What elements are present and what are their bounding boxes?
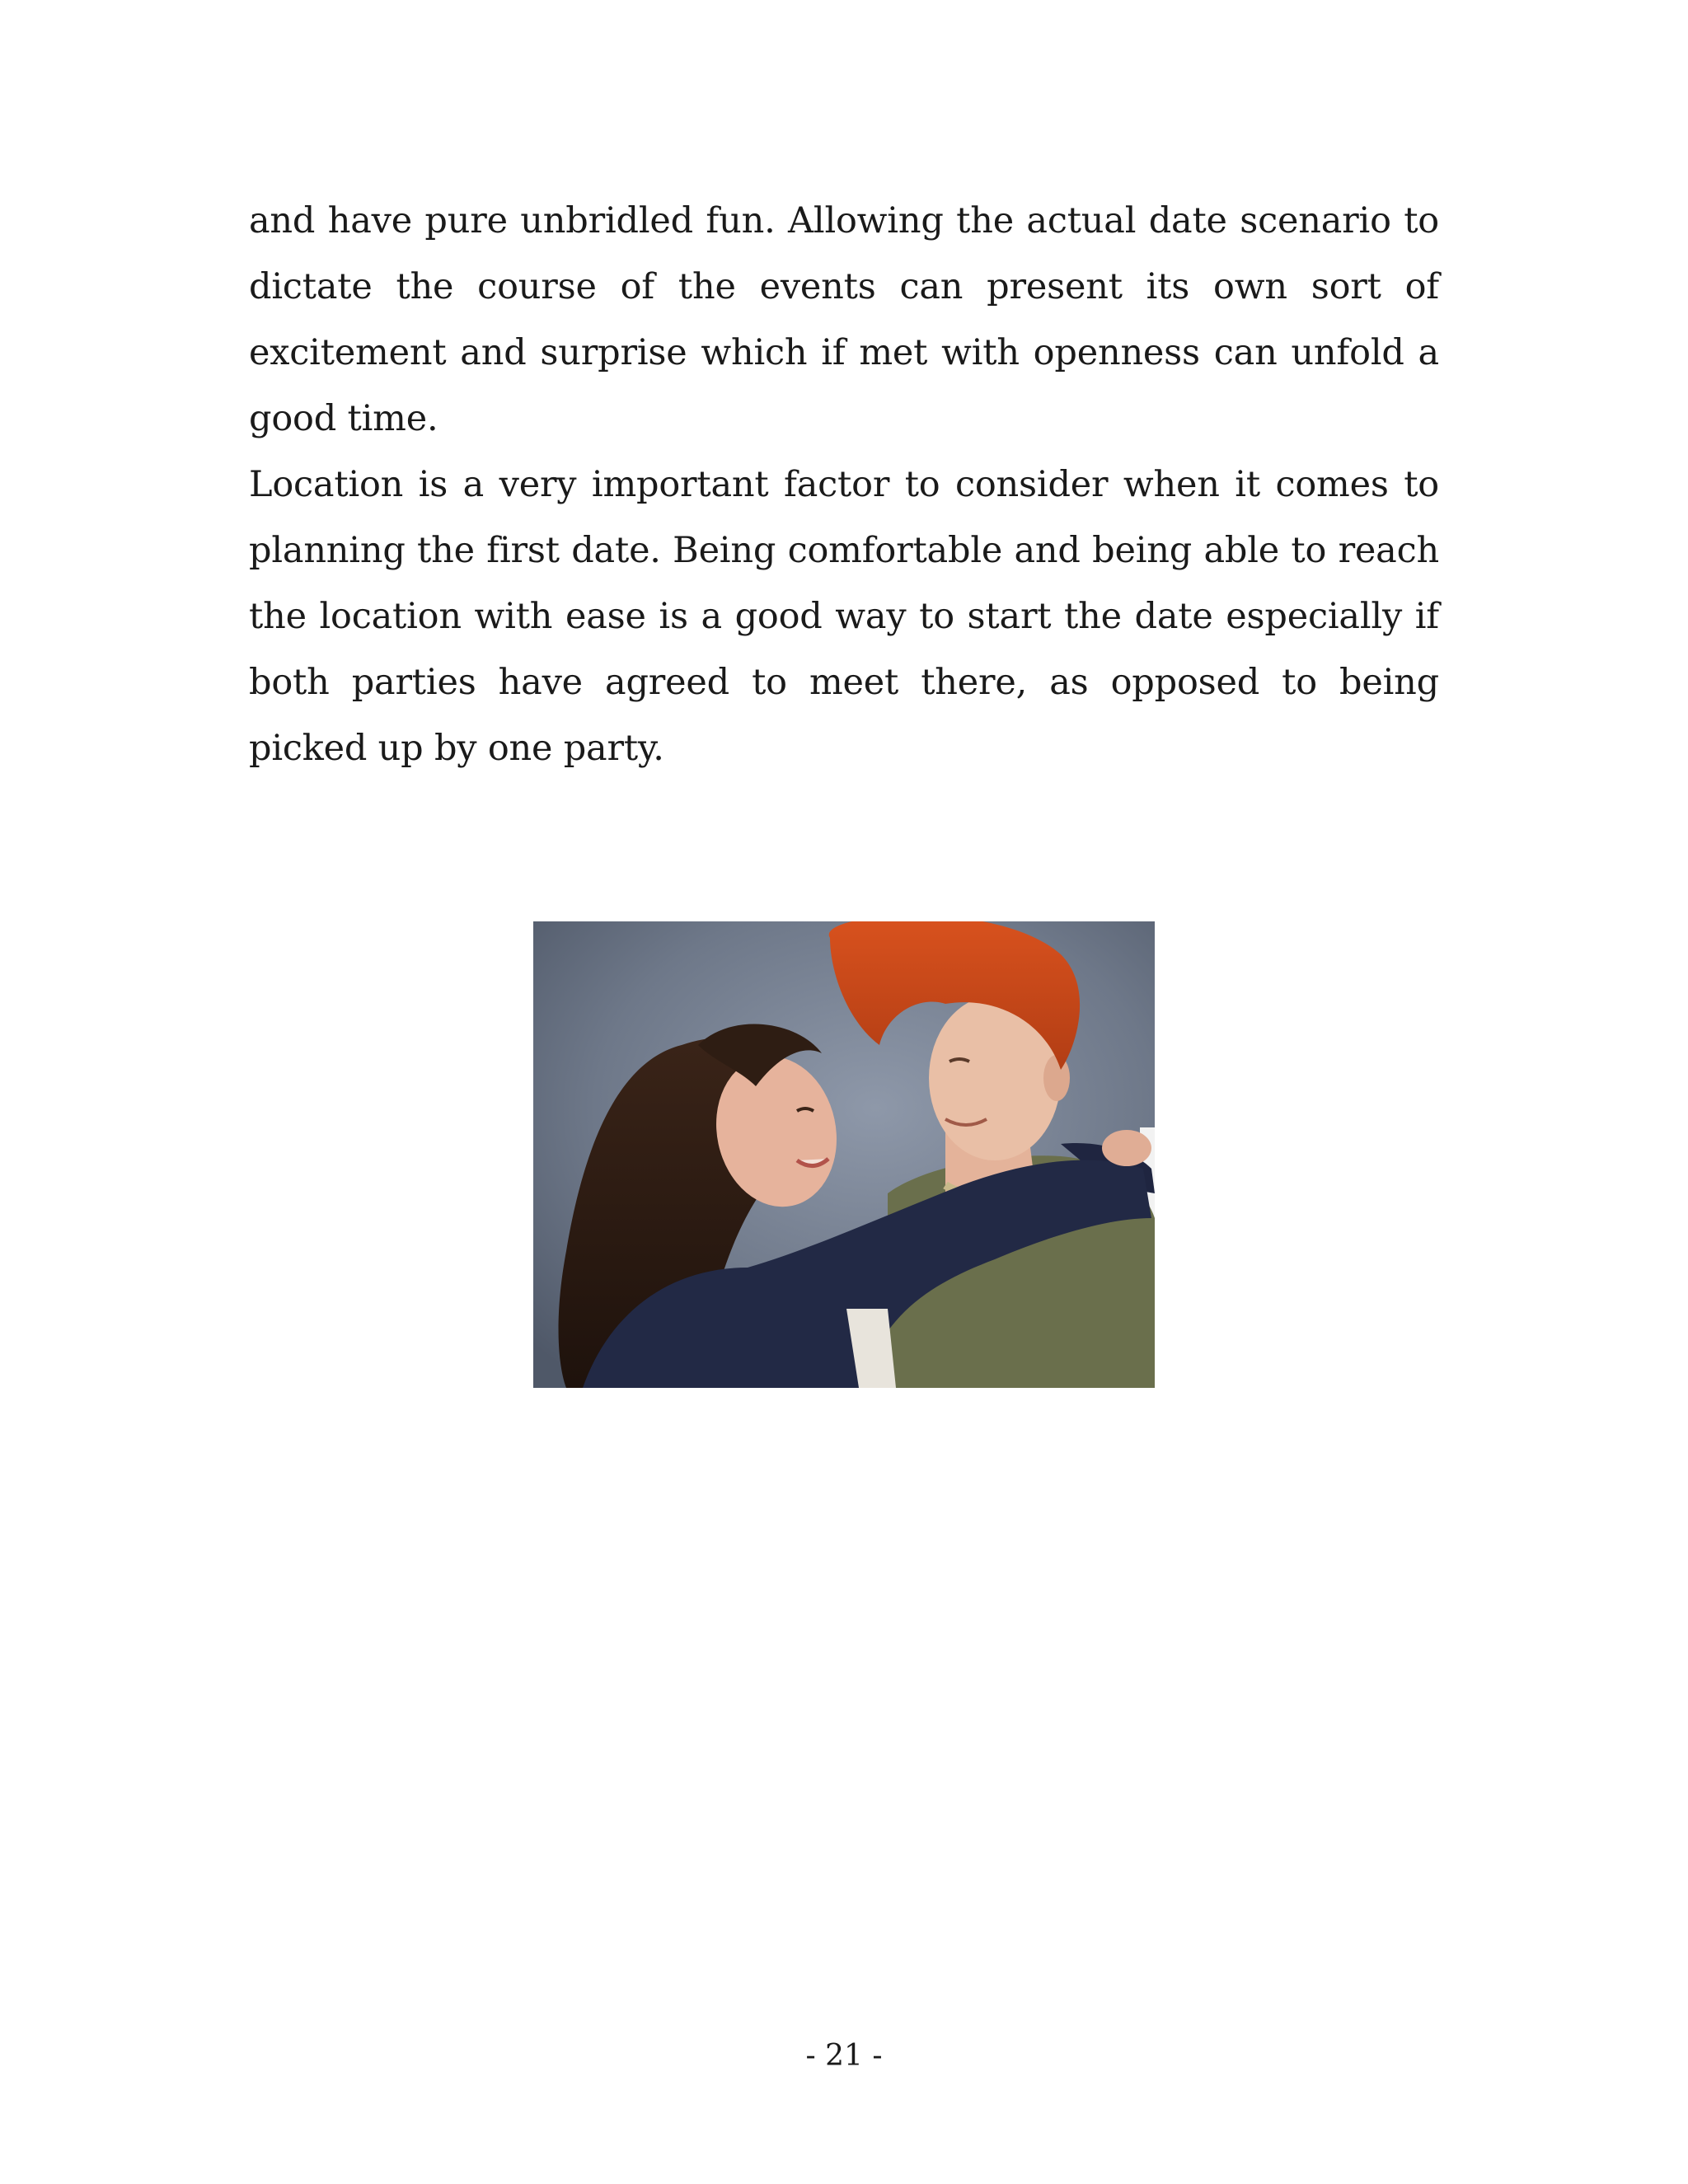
body-paragraph-1: and have pure unbridled fun. Allowing the actual date scenario to dictate the course of the events can present its own sort of excitement and surprise which if met with openness can unfold a good time. (249, 200, 1439, 439)
couple-photo (533, 921, 1155, 1388)
body-paragraph-2: Location is a very important factor to consider when it comes to planning the first date. Being comfortable and being able to reach the location with ease is a good way to start the date especially if both parties have agreed to meet there, as opposed to being picked up by one party. (249, 464, 1439, 769)
photo-couple-embracing-icon (533, 921, 1155, 1388)
page-number: - 21 - (805, 2039, 883, 2073)
